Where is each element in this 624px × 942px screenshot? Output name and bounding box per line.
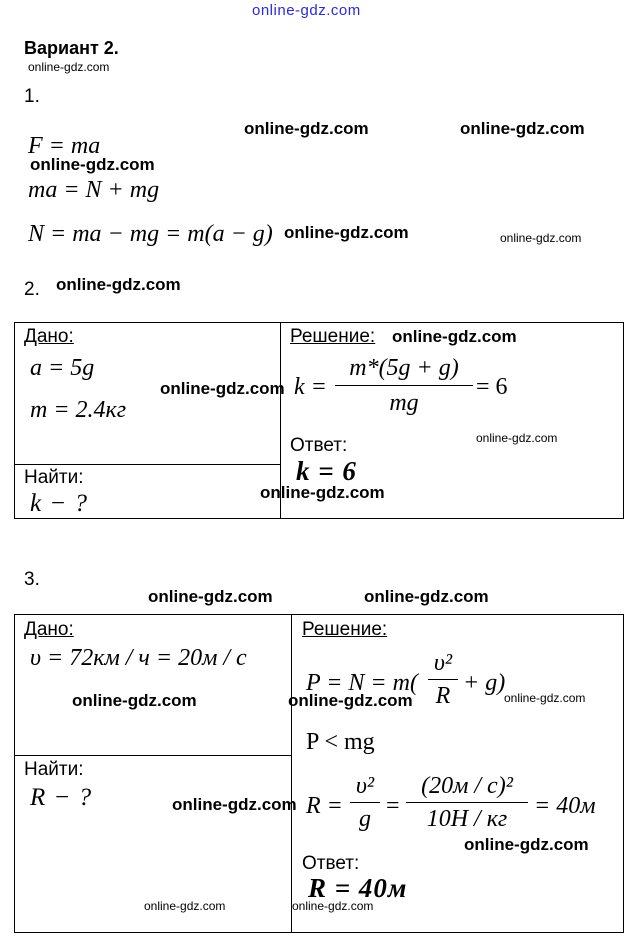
problem-3-equation-2: P < mg [306, 729, 375, 755]
problem-3-equation-3-fraction-2 [406, 773, 528, 833]
problem-1-number: 1. [24, 86, 40, 107]
watermark: online-gdz.com [260, 483, 385, 502]
problem-1-equation-3: N = ma − mg = m(a − g) [28, 221, 273, 247]
problem-2-denominator: mg [389, 390, 419, 416]
problem-3-answer-value: R = 40м [308, 873, 408, 903]
problem-3-find-divider [14, 755, 292, 756]
problem-3-eq1-numerator: υ² [433, 650, 453, 676]
problem-3-equation-3-result: = 40м [534, 793, 596, 819]
problem-3-eq3-numerator-1: υ² [355, 773, 375, 799]
problem-2-numerator: m*(5g + g) [349, 355, 459, 381]
watermark: online-gdz.com [244, 119, 369, 138]
watermark: online-gdz.com [292, 899, 374, 913]
problem-3-eq3-numerator-2: (20м / с)² [421, 773, 513, 799]
problem-2-answer-label: Ответ: [290, 435, 348, 456]
watermark: online-gdz.com [392, 327, 517, 346]
problem-2-answer-value: k = 6 [296, 456, 357, 486]
problem-3-number: 3. [24, 569, 40, 590]
problem-2-solution-k: k = [294, 374, 327, 400]
problem-3-given-v: υ = 72км / ч = 20м / с [30, 645, 247, 671]
watermark: online-gdz.com [460, 119, 585, 138]
watermark: online-gdz.com [56, 275, 181, 294]
watermark: online-gdz.com [288, 691, 413, 710]
problem-3-equation-3-fraction-1 [350, 773, 380, 833]
problem-2-find-label: Найти: [24, 467, 84, 488]
watermark: online-gdz.com [464, 835, 589, 854]
problem-2-find-divider [14, 464, 281, 465]
problem-2-solution-label: Решение: [290, 326, 376, 347]
problem-3-find-value: R − ? [30, 784, 93, 811]
problem-1-equation-1: F = ma [28, 133, 101, 159]
watermark: online-gdz.com [504, 691, 586, 705]
problem-2-given-a: a = 5g [30, 355, 95, 381]
watermark-top: online-gdz.com [252, 2, 361, 19]
problem-3-divider [291, 614, 292, 933]
watermark: online-gdz.com [30, 155, 155, 174]
fraction-bar [406, 802, 528, 803]
problem-3-given-label: Дано: [24, 619, 74, 640]
problem-3-equation-1-fraction [428, 650, 458, 710]
problem-3-find-label: Найти: [24, 759, 84, 780]
watermark: online-gdz.com [476, 431, 558, 445]
watermark: online-gdz.com [72, 691, 197, 710]
problem-3-answer-label: Ответ: [302, 853, 360, 874]
watermark: online-gdz.com [144, 899, 226, 913]
watermark: online-gdz.com [160, 379, 285, 398]
problem-3-eq3-denominator-2: 10Н / кг [426, 806, 508, 832]
watermark: online-gdz.com [364, 587, 489, 606]
problem-3-equation-3-left: R = [306, 793, 343, 819]
fraction-bar [350, 802, 380, 803]
problem-1-equation-2: ma = N + mg [28, 177, 160, 203]
problem-3-equation-1-left: P = N = m( [306, 670, 418, 696]
problem-2-given-m: m = 2.4кг [30, 397, 127, 423]
watermark: online-gdz.com [500, 231, 582, 245]
watermark: online-gdz.com [172, 795, 297, 814]
fraction-bar [428, 679, 458, 680]
problem-2-number: 2. [24, 279, 40, 300]
problem-3-solution-label: Решение: [302, 619, 388, 640]
problem-3-equation-1-right: + g) [463, 670, 506, 696]
problem-2-given-label: Дано: [24, 326, 74, 347]
watermark: online-gdz.com [148, 587, 273, 606]
watermark: online-gdz.com [284, 223, 409, 242]
problem-3-equation-3-equals: = [386, 793, 400, 819]
problem-2-fraction [335, 355, 473, 417]
problem-3-eq3-denominator-1: g [359, 806, 371, 832]
problem-2-result: = 6 [476, 374, 508, 400]
problem-3-eq1-denominator: R [435, 683, 451, 709]
fraction-bar [335, 385, 473, 386]
watermark: online-gdz.com [28, 60, 110, 74]
page-title: Вариант 2. [24, 38, 119, 58]
problem-2-find-value: k − ? [30, 490, 88, 517]
